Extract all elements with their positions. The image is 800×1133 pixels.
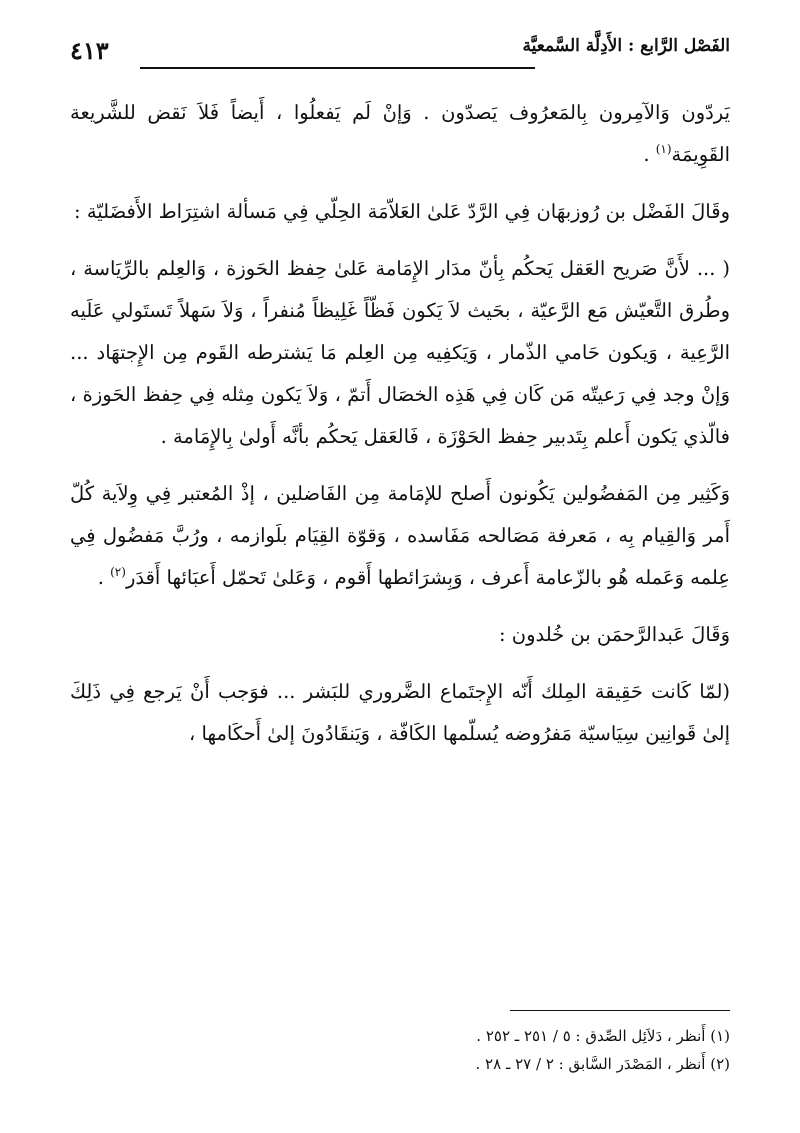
footnote-1: (١) أَنظر ، دَلاَئِل الصِّدق : ٥ / ٢٥١ ـ ٢٥٢ . <box>476 1027 730 1045</box>
paragraph-5: وَقَالَ عَبدالرَّحمَن بن خُلدون : <box>498 623 730 646</box>
footnote-2: (٢) أَنظر ، المَصْدَر السَّابق : ٢ / ٢٧ ـ ٢٨ . <box>475 1055 730 1073</box>
paragraph-4 <box>70 473 730 599</box>
paragraph-3-quote: ( ... لأَنَّ صَريح العَقل يَحكُم بِأنّ مدَار الإِمَامة عَلىٰ حِفظ الحَوزة ، وَالعِلم بالرِّيَاسة ، وطُرق التَّعيّش مَع الرَّعيّة ، بحَيث لاَ يَكون فَظّاً غَلِيظاً مُنفراً ، وَلاَ سَهلاً تَستَولي عَلَيه الرَّعِية ، وَيكون حَامي الذّمار ، وَيَكفِيه مِن العِلم مَا يَشترطه القَوم مِن الإِجتهَاد ... وَإنْ وجد فِي رَعيتّه مَن كَان فِي هَذِه الخصَال أَتمّ ، وَلاَ يَكون مِثله فِي حِفظ الحَوزة ، فالّذي يَكون أَعلم بِتَدبير حِفظ الحَوْزَة ، فَالعَقل يَحكُم بأنَّه أَولىٰ بِالإِمَامة . <box>70 257 730 448</box>
paragraph-6-quote: (لمّا كَانت حَقِيقة المِلك أَنّه الإِجتَماع الضَّروري للبَشر ... فوَجب أَنْ يَرجع فِي ذَلِكَ إلىٰ قَوانِين سِيَاسيّة مَفرُوضه يُسلّمها الكَافّة ، وَيَنقَادُونَ إلىٰ أَحكَامها ، <box>70 680 730 745</box>
footnote-marker-1: (١) <box>655 142 672 156</box>
footnote-marker-2: (٢) <box>110 565 126 579</box>
body-text <box>70 92 730 770</box>
paragraph-1 <box>70 92 730 176</box>
paragraph-text: وَكَثِير مِن المَفضُولين يَكُونون أَصلح للإمَامة مِن الفَاضلين ، إذْ المُعتبر فِي وِلاَية كُلّ أَمر وَالقِيام بِه ، مَعرفة مَصَالحه مَفَاسده ، وَقوّة القِيَام بلَوازمه ، ورُبَّ مَفضُول فِي عِلمه وَعَمله هُو بالزّعامة أَعرف ، وَبِشرَائطها أَقوم ، وَعَلىٰ تَحمّل أَعبَائها أَقدَر <box>70 482 730 589</box>
paragraph-end: . <box>643 143 656 166</box>
page-number: ٤١٣ <box>70 36 109 65</box>
page-header <box>70 30 730 70</box>
chapter-title: الفَصْل الرَّابع : الأَدِلَّة السَّمعيَّة <box>522 36 730 56</box>
paragraph-text: يَردّون وَالآمِرون بِالمَعرُوف يَصدّون . وَإنْ لَم يَفعلُوا ، أَيضاً فَلاَ نَقض للشَّريعة القَوِيمَة <box>70 101 730 166</box>
header-rule <box>140 67 535 69</box>
paragraph-end: . <box>97 566 111 589</box>
footnotes <box>70 1022 730 1078</box>
paragraph-2: وقَالَ الفَضْل بن رُوزبهَان فِي الرَّدّ عَلىٰ العَلاّمَة الحِلّي فِي مَسألة اشتِرَاط الأَفضَليّة : <box>74 200 730 223</box>
footnote-rule <box>510 1010 730 1011</box>
